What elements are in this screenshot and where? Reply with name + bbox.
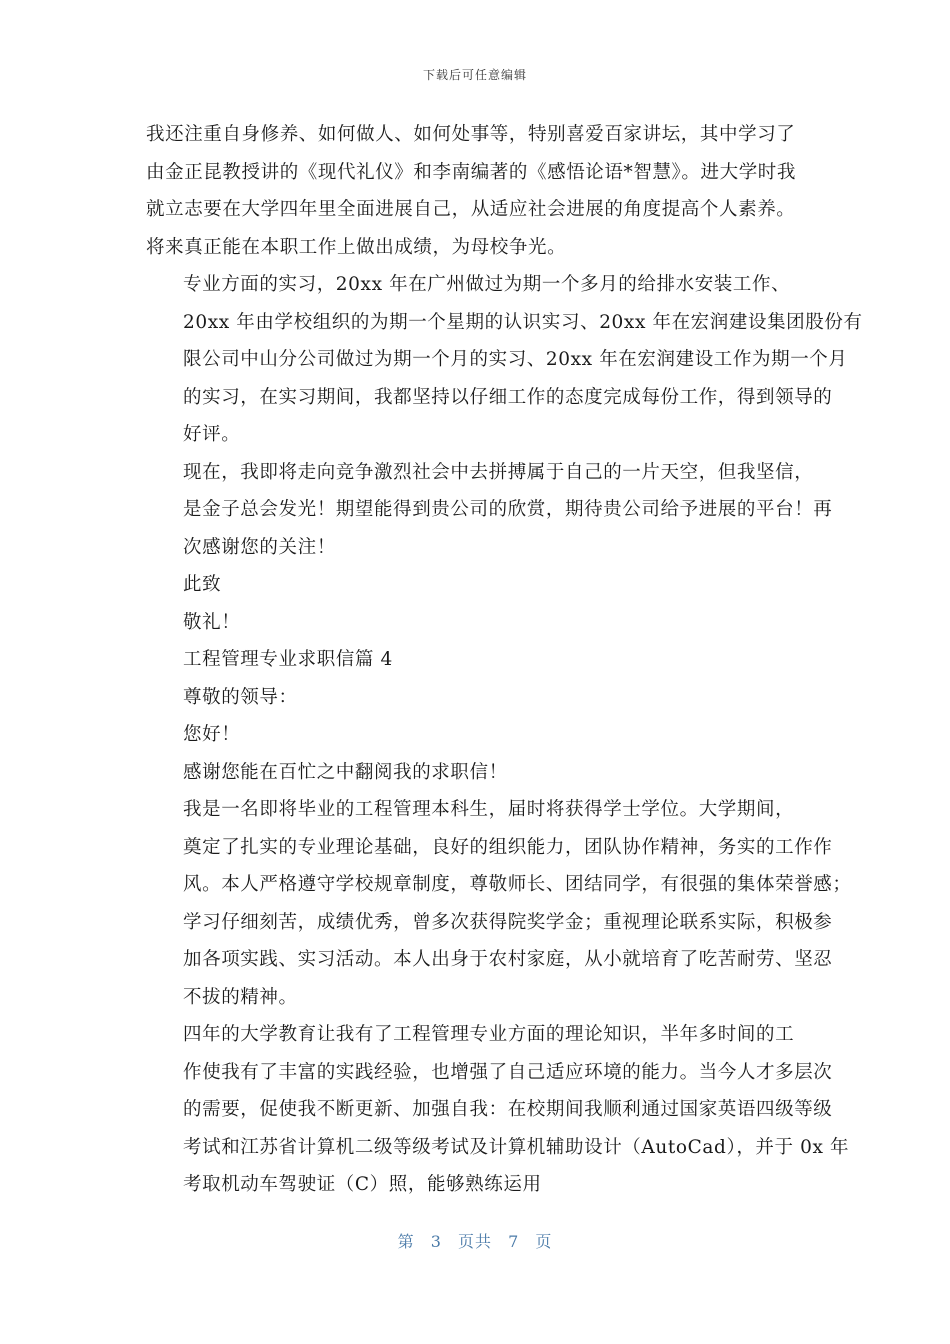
- text-line: 作使我有了丰富的实践经验，也增强了自己适应环境的能力。当今人才多层次: [183, 1061, 833, 1083]
- page-header: 下载后可任意编辑: [422, 68, 527, 82]
- text-line: 次感谢您的关注！: [183, 536, 336, 558]
- text-line: 考试和江苏省计算机二级等级考试及计算机辅助设计（AutoCad），并于 0x 年: [183, 1136, 850, 1158]
- text-line: 考取机动车驾驶证（C）照，能够熟练运用: [183, 1174, 542, 1195]
- page-footer: 第 3 页共 7 页: [397, 1232, 553, 1251]
- text-line: 限公司中山分公司做过为期一个月的实习、20xx 年在宏润建设工作为期一个月: [183, 349, 848, 370]
- text-line: 现在，我即将走向竞争激烈社会中去拼搏属于自己的一片天空，但我坚信，: [183, 461, 814, 483]
- text-line: 四年的大学教育让我有了工程管理专业方面的理论知识，半年多时间的工: [183, 1024, 795, 1045]
- text-line: 专业方面的实习，20xx 年在广州做过为期一个多月的给排水安装工作、: [183, 274, 791, 295]
- text-line: 就立志要在大学四年里全面进展自己，从适应社会进展的角度提高个人素养。: [146, 199, 796, 220]
- text-line: 我是一名即将毕业的工程管理本科生，届时将获得学士学位。大学期间，: [183, 799, 795, 820]
- text-line: 风。本人严格遵守学校规章制度，尊敬师长、团结同学，有很强的集体荣誉感；: [183, 874, 852, 895]
- text-line: 将来真正能在本职工作上做出成绩，为母校争光。: [146, 236, 567, 258]
- text-line: 奠定了扎实的专业理论基础，良好的组织能力，团队协作精神，务实的工作作: [183, 836, 833, 858]
- text-line: 工程管理专业求职信篇 4: [183, 649, 393, 670]
- paragraph: [146, 1016, 850, 1204]
- paragraph: [146, 791, 852, 1016]
- text-line: 感谢您能在百忙之中翻阅我的求职信！: [183, 761, 508, 783]
- paragraph: [146, 604, 806, 642]
- text-line: 的需要，促使我不断更新、加强自我：在校期间我顺利通过国家英语四级等级: [183, 1099, 833, 1120]
- paragraph: [146, 116, 806, 266]
- paragraph: [146, 566, 806, 604]
- document-body: [146, 116, 863, 1204]
- text-line: 您好！: [183, 724, 241, 745]
- text-line: 好评。: [183, 424, 241, 445]
- paragraph: [146, 754, 806, 792]
- text-line: 此致: [183, 574, 222, 595]
- text-line: 尊敬的领导：: [183, 686, 298, 708]
- text-line: 20xx 年由学校组织的为期一个星期的认识实习、20xx 年在宏润建设集团股份有: [183, 311, 863, 333]
- text-line: 是金子总会发光！期望能得到贵公司的欣赏，期待贵公司给予进展的平台！再: [183, 499, 833, 520]
- text-line: 学习仔细刻苦，成绩优秀，曾多次获得院奖学金；重视理论联系实际，积极参: [183, 911, 833, 933]
- text-line: 不拔的精神。: [183, 986, 298, 1008]
- text-line: 加各项实践、实习活动。本人出身于农村家庭，从小就培育了吃苦耐劳、坚忍: [183, 949, 833, 970]
- paragraph: [146, 641, 806, 679]
- paragraph: [146, 716, 806, 754]
- paragraph: [146, 679, 806, 717]
- text-line: 敬礼！: [183, 611, 241, 633]
- paragraph: [146, 454, 833, 567]
- paragraph: [146, 266, 863, 454]
- text-line: 我还注重自身修养、如何做人、如何处事等，特别喜爱百家讲坛，其中学习了: [146, 124, 796, 145]
- text-line: 的实习，在实习期间，我都坚持以仔细工作的态度完成每份工作，得到领导的: [183, 386, 833, 408]
- text-line: 由金正昆教授讲的《现代礼仪》和李南编著的《感悟论语*智慧》。进大学时我: [146, 161, 797, 183]
